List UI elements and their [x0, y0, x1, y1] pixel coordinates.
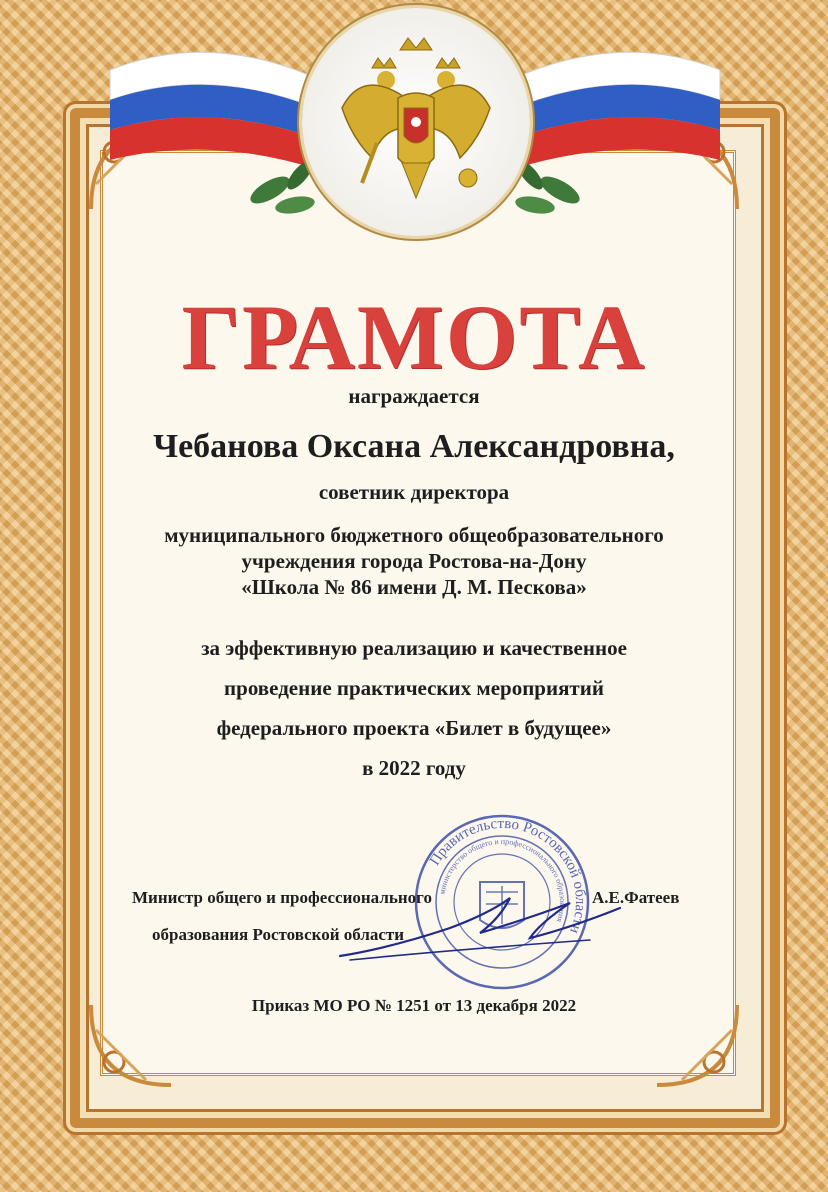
- reason-line: за эффективную реализацию и качественное: [201, 636, 627, 660]
- organization-block: [0, 522, 828, 600]
- double-headed-eagle-icon: [302, 8, 530, 236]
- reason-block: [0, 628, 828, 788]
- organization-line: «Школа № 86 имени Д. М. Пескова»: [241, 575, 587, 599]
- signer-name: А.Е.Фатеев: [592, 888, 680, 907]
- signer-title-line1: Министр общего и профессионального: [132, 888, 432, 907]
- reason-line: в 2022 году: [362, 756, 466, 780]
- awarded-label: награждается: [348, 384, 480, 408]
- signer-title-line2: образования Ростовской области: [152, 925, 405, 944]
- order-reference: Приказ МО РО № 1251 от 13 декабря 2022: [251, 996, 577, 1015]
- reason-line: федерального проекта «Билет в будущее»: [216, 716, 612, 740]
- recipient-position: советник директора: [318, 480, 510, 504]
- coat-of-arms-medallion: [302, 8, 530, 236]
- recipient-name: Чебанова Оксана Александровна,: [153, 428, 675, 465]
- organization-line: учреждения города Ростова-на-Дону: [241, 549, 587, 573]
- stamp-inner-text: министерство общего и профессионального образования: [437, 836, 568, 924]
- organization-line: муниципального бюджетного общеобразовательного: [164, 523, 664, 547]
- stamp-outer-text: Правительство Ростовской области: [426, 815, 589, 936]
- certificate-title: ГРАМОТА: [181, 286, 647, 388]
- reason-line: проведение практических мероприятий: [224, 676, 604, 700]
